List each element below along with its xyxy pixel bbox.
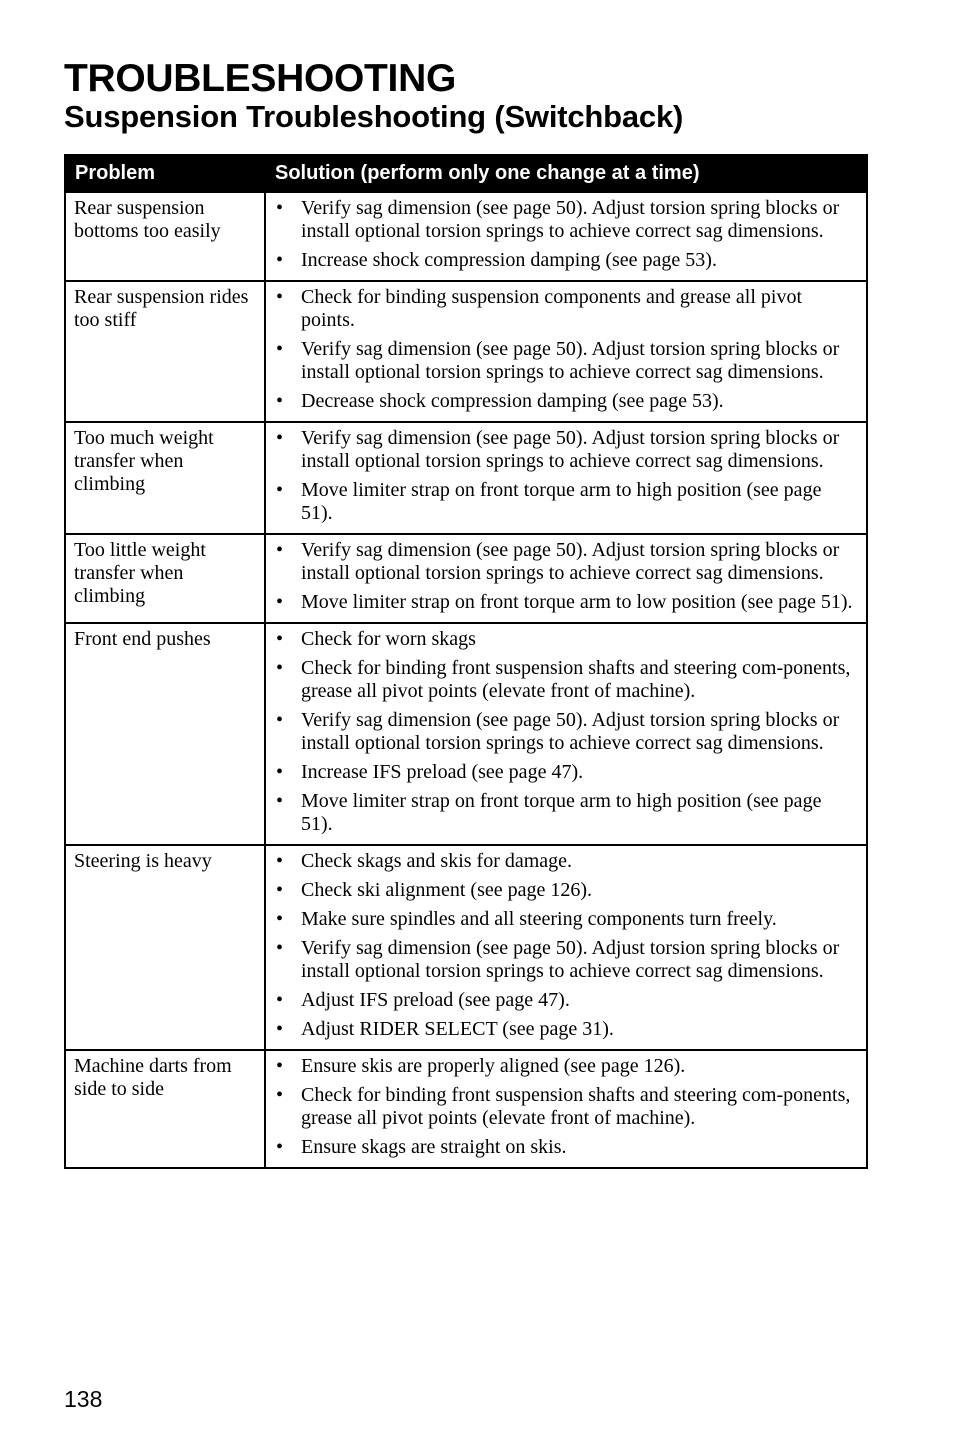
table-row xyxy=(65,192,867,281)
bullet-icon: • xyxy=(276,879,284,901)
problem-cell: Front end pushes xyxy=(65,623,265,845)
solution-cell xyxy=(265,1050,867,1168)
solution-item xyxy=(274,390,854,413)
problem-cell: Machine darts from side to side xyxy=(65,1050,265,1168)
bullet-icon: • xyxy=(276,197,284,219)
solution-text: Move limiter strap on front torque arm to low position (see page 51). xyxy=(301,591,853,613)
problem-cell: Rear suspension bottoms too easily xyxy=(65,192,265,281)
solution-item xyxy=(274,197,854,243)
solution-text: Check for binding front suspension shafts and steering com-ponents, grease all pivot points (elevate front of machine). xyxy=(301,1084,851,1129)
solution-item xyxy=(274,427,854,473)
bullet-icon: • xyxy=(276,850,284,872)
solution-text: Adjust RIDER SELECT (see page 31). xyxy=(301,1018,614,1040)
solution-item xyxy=(274,709,854,755)
bullet-icon: • xyxy=(276,1055,284,1077)
table-row xyxy=(65,281,867,422)
solution-text: Check ski alignment (see page 126). xyxy=(301,879,593,901)
solution-item xyxy=(274,628,854,651)
bullet-icon: • xyxy=(276,761,284,783)
solution-text: Adjust IFS preload (see page 47). xyxy=(301,989,570,1011)
bullet-icon: • xyxy=(276,937,284,959)
bullet-icon: • xyxy=(276,249,284,271)
problem-cell: Too little weight transfer when climbing xyxy=(65,534,265,623)
solution-cell xyxy=(265,845,867,1050)
problem-cell: Steering is heavy xyxy=(65,845,265,1050)
solution-text: Check for worn skags xyxy=(301,628,476,650)
solution-list xyxy=(274,427,854,525)
solution-list xyxy=(274,197,854,272)
solution-text: Move limiter strap on front torque arm to high position (see page 51). xyxy=(301,479,822,524)
page-title: TROUBLESHOOTING xyxy=(64,57,456,100)
solution-list xyxy=(274,1055,854,1159)
column-header-solution: Solution (perform only one change at a time) xyxy=(265,155,867,192)
bullet-icon: • xyxy=(276,657,284,679)
solution-item xyxy=(274,539,854,585)
bullet-icon: • xyxy=(276,591,284,613)
solution-text: Increase shock compression damping (see page 53). xyxy=(301,249,717,271)
bullet-icon: • xyxy=(276,989,284,1011)
solution-list xyxy=(274,628,854,836)
solution-item xyxy=(274,479,854,525)
table-row xyxy=(65,422,867,534)
solution-cell xyxy=(265,422,867,534)
table-body xyxy=(65,192,867,1168)
bullet-icon: • xyxy=(276,479,284,501)
bullet-icon: • xyxy=(276,790,284,812)
problem-cell: Too much weight transfer when climbing xyxy=(65,422,265,534)
solution-item xyxy=(274,989,854,1012)
solution-item xyxy=(274,937,854,983)
table-row xyxy=(65,1050,867,1168)
solution-text: Verify sag dimension (see page 50). Adjust torsion spring blocks or install optional torsion springs to achieve correct sag dimensions. xyxy=(301,427,840,472)
solution-item xyxy=(274,879,854,902)
solution-cell xyxy=(265,623,867,845)
solution-cell xyxy=(265,192,867,281)
solution-text: Decrease shock compression damping (see page 53). xyxy=(301,390,724,412)
solution-text: Move limiter strap on front torque arm to high position (see page 51). xyxy=(301,790,822,835)
troubleshooting-table xyxy=(64,154,868,1169)
bullet-icon: • xyxy=(276,908,284,930)
bullet-icon: • xyxy=(276,1136,284,1158)
solution-text: Check skags and skis for damage. xyxy=(301,850,573,872)
solution-item xyxy=(274,790,854,836)
solution-item xyxy=(274,908,854,931)
solution-text: Ensure skis are properly aligned (see page 126). xyxy=(301,1055,686,1077)
solution-cell xyxy=(265,281,867,422)
solution-list xyxy=(274,286,854,413)
problem-cell: Rear suspension rides too stiff xyxy=(65,281,265,422)
solution-item xyxy=(274,657,854,703)
table-row xyxy=(65,534,867,623)
table-row xyxy=(65,845,867,1050)
solution-item xyxy=(274,338,854,384)
bullet-icon: • xyxy=(276,390,284,412)
solution-text: Verify sag dimension (see page 50). Adjust torsion spring blocks or install optional torsion springs to achieve correct sag dimensions. xyxy=(301,197,840,242)
bullet-icon: • xyxy=(276,427,284,449)
bullet-icon: • xyxy=(276,286,284,308)
bullet-icon: • xyxy=(276,338,284,360)
solution-item xyxy=(274,761,854,784)
bullet-icon: • xyxy=(276,628,284,650)
solution-cell xyxy=(265,534,867,623)
solution-item xyxy=(274,1018,854,1041)
solution-text: Check for binding suspension components and grease all pivot points. xyxy=(301,286,803,331)
bullet-icon: • xyxy=(276,539,284,561)
solution-list xyxy=(274,850,854,1041)
solution-item xyxy=(274,249,854,272)
solution-text: Verify sag dimension (see page 50). Adjust torsion spring blocks or install optional torsion springs to achieve correct sag dimensions. xyxy=(301,338,840,383)
solution-item xyxy=(274,591,854,614)
solution-text: Ensure skags are straight on skis. xyxy=(301,1136,567,1158)
solution-text: Make sure spindles and all steering components turn freely. xyxy=(301,908,777,930)
table-header-row xyxy=(65,155,867,192)
solution-item xyxy=(274,850,854,873)
page-number: 138 xyxy=(64,1386,103,1412)
table-row xyxy=(65,623,867,845)
solution-text: Increase IFS preload (see page 47). xyxy=(301,761,584,783)
column-header-problem: Problem xyxy=(65,155,265,192)
solution-item xyxy=(274,1136,854,1159)
solution-text: Verify sag dimension (see page 50). Adjust torsion spring blocks or install optional torsion springs to achieve correct sag dimensions. xyxy=(301,709,840,754)
solution-text: Check for binding front suspension shafts and steering com-ponents, grease all pivot points (elevate front of machine). xyxy=(301,657,851,702)
solution-item xyxy=(274,286,854,332)
bullet-icon: • xyxy=(276,1018,284,1040)
bullet-icon: • xyxy=(276,709,284,731)
solution-item xyxy=(274,1084,854,1130)
bullet-icon: • xyxy=(276,1084,284,1106)
solution-list xyxy=(274,539,854,614)
solution-text: Verify sag dimension (see page 50). Adjust torsion spring blocks or install optional torsion springs to achieve correct sag dimensions. xyxy=(301,937,840,982)
solution-text: Verify sag dimension (see page 50). Adjust torsion spring blocks or install optional torsion springs to achieve correct sag dimensions. xyxy=(301,539,840,584)
section-subtitle: Suspension Troubleshooting (Switchback) xyxy=(64,99,684,134)
solution-item xyxy=(274,1055,854,1078)
